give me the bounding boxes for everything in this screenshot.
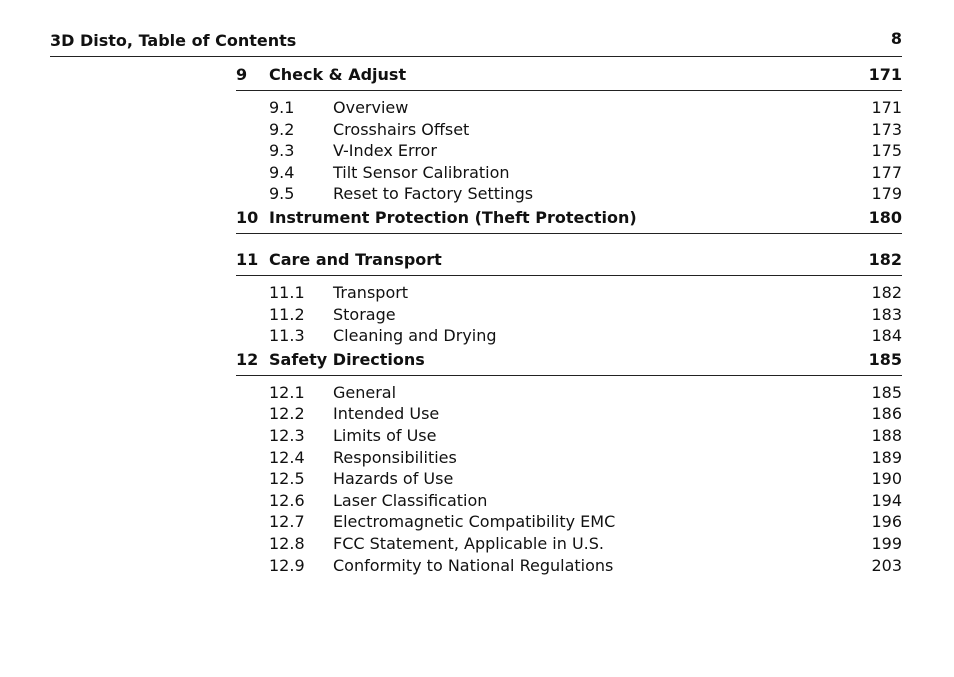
subsection-page: 194 (871, 490, 902, 510)
subsection-title: General (333, 382, 397, 402)
subsection-page: 186 (871, 404, 902, 424)
section-title: Check & Adjust (269, 65, 407, 84)
subsection-title: Storage (333, 304, 396, 324)
toc-subsection-entry[interactable] (236, 533, 902, 555)
toc-section-heading[interactable] (236, 341, 902, 376)
toc-subsection-list (236, 276, 902, 347)
subsection-page: 173 (871, 119, 902, 139)
subsection-number: 9.5 (269, 184, 295, 204)
toc-subsection-entry[interactable] (236, 140, 902, 162)
subsection-page: 171 (871, 98, 902, 117)
subsection-page: 203 (871, 555, 902, 575)
toc-subsection-entry[interactable] (236, 162, 902, 184)
subsection-number: 12.4 (269, 447, 305, 467)
section-number: 11 (236, 249, 259, 269)
section-number: 10 (236, 207, 259, 227)
subsection-page: 190 (871, 469, 902, 489)
subsection-number: 12.9 (269, 555, 305, 575)
toc-section-10 (236, 199, 902, 234)
page-header (50, 29, 902, 57)
subsection-page: 188 (871, 425, 902, 445)
toc-subsection-entry[interactable] (236, 468, 902, 490)
subsection-title: Responsibilities (333, 447, 457, 467)
subsection-page: 196 (871, 512, 902, 532)
subsection-page: 182 (871, 282, 902, 302)
subsection-number: 9.4 (269, 162, 295, 182)
subsection-title: Transport (333, 282, 409, 302)
subsection-number: 11.2 (269, 304, 305, 324)
toc-subsection-entry[interactable] (236, 97, 902, 119)
subsection-number: 9.3 (269, 141, 295, 161)
toc-subsection-list (236, 376, 902, 576)
section-page: 180 (868, 207, 902, 227)
toc-subsection-entry[interactable] (236, 382, 902, 404)
subsection-title: Reset to Factory Settings (333, 184, 534, 204)
toc-subsection-entry[interactable] (236, 490, 902, 512)
section-title: Care and Transport (269, 249, 442, 269)
subsection-page: 184 (871, 326, 902, 346)
table-of-contents (236, 56, 902, 576)
subsection-number: 12.6 (269, 490, 305, 510)
toc-subsection-entry[interactable] (236, 282, 902, 304)
subsection-title: FCC Statement, Applicable in U.S. (333, 533, 604, 553)
subsection-number: 12.7 (269, 512, 305, 532)
section-page: 171 (868, 65, 902, 84)
subsection-page: 183 (871, 304, 902, 324)
subsection-page: 177 (871, 162, 902, 182)
toc-section-9 (236, 56, 902, 205)
toc-subsection-entry[interactable] (236, 304, 902, 326)
toc-section-heading[interactable] (236, 241, 902, 276)
subsection-title: Electromagnetic Compatibility EMC (333, 512, 616, 532)
subsection-page: 175 (871, 141, 902, 161)
subsection-number: 11.1 (269, 282, 305, 302)
subsection-page: 179 (871, 184, 902, 204)
subsection-number: 12.2 (269, 404, 305, 424)
section-page: 182 (868, 249, 902, 269)
subsection-page: 199 (871, 533, 902, 553)
document-title: 3D Disto, Table of Contents (50, 31, 297, 50)
subsection-page: 189 (871, 447, 902, 467)
subsection-number: 12.5 (269, 469, 305, 489)
subsection-title: Crosshairs Offset (333, 119, 470, 139)
section-number: 9 (236, 65, 248, 84)
toc-subsection-entry[interactable] (236, 403, 902, 425)
subsection-number: 9.2 (269, 119, 295, 139)
page-number: 8 (890, 29, 902, 48)
section-number: 12 (236, 349, 259, 369)
subsection-title: Hazards of Use (333, 469, 454, 489)
subsection-number: 11.3 (269, 326, 305, 346)
toc-section-heading[interactable] (236, 56, 902, 91)
toc-subsection-list (236, 91, 902, 205)
subsection-title: Conformity to National Regulations (333, 555, 614, 575)
subsection-title: Overview (333, 98, 409, 117)
subsection-number: 9.1 (269, 98, 295, 117)
subsection-title: Limits of Use (333, 425, 437, 445)
toc-subsection-entry[interactable] (236, 555, 902, 577)
section-title: Safety Directions (269, 349, 425, 369)
section-title: Instrument Protection (Theft Protection) (269, 207, 637, 227)
subsection-title: Laser Classification (333, 490, 488, 510)
toc-subsection-entry[interactable] (236, 425, 902, 447)
toc-section-12 (236, 341, 902, 576)
toc-section-heading[interactable] (236, 199, 902, 234)
toc-subsection-entry[interactable] (236, 447, 902, 469)
toc-subsection-entry[interactable] (236, 119, 902, 141)
subsection-title: Intended Use (333, 404, 440, 424)
subsection-title: V-Index Error (333, 141, 437, 161)
subsection-number: 12.1 (269, 382, 305, 402)
subsection-number: 12.3 (269, 425, 305, 445)
subsection-title: Cleaning and Drying (333, 326, 497, 346)
subsection-page: 185 (871, 382, 902, 402)
subsection-title: Tilt Sensor Calibration (333, 162, 510, 182)
subsection-number: 12.8 (269, 533, 305, 553)
toc-section-11 (236, 241, 902, 347)
toc-subsection-entry[interactable] (236, 511, 902, 533)
section-page: 185 (868, 349, 902, 369)
